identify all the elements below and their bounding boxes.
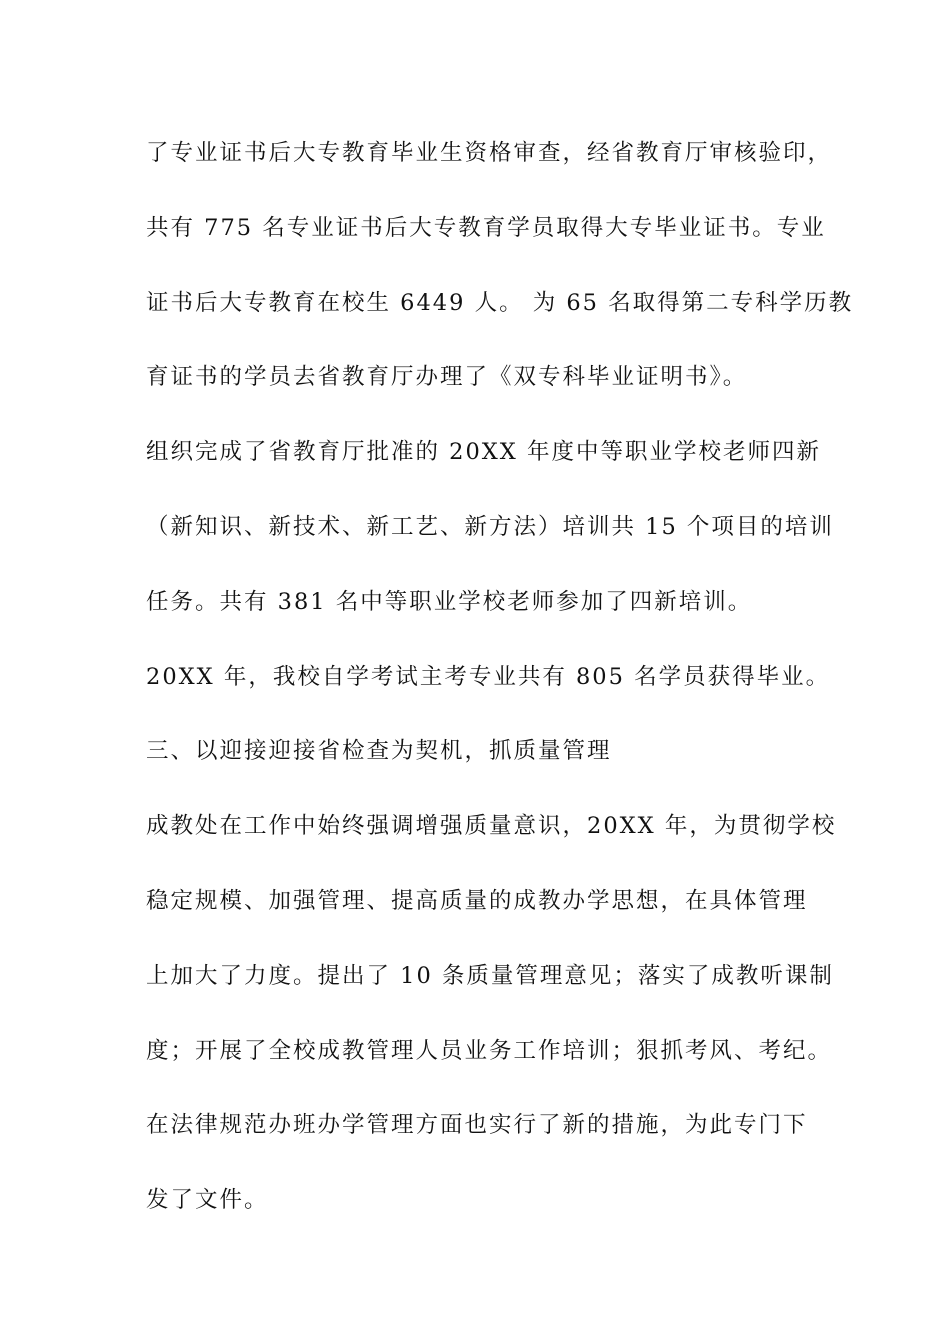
text-line: 证书后大专教育在校生 6449 人。 为 65 名取得第二专科学历教 <box>146 289 854 316</box>
text-line: 组织完成了省教育厅批准的 20XX 年度中等职业学校老师四新 <box>146 439 821 466</box>
text-line: 发了文件。 <box>146 1187 269 1214</box>
section-heading: 三、以迎接迎接省检查为契机，抓质量管理 <box>146 738 612 765</box>
text-line: 度；开展了全校成教管理人员业务工作培训；狠抓考风、考纪。 <box>146 1037 833 1064</box>
text-line: （新知识、新技术、新工艺、新方法）培训共 15 个项目的培训 <box>146 513 834 540</box>
text-line: 20XX 年，我校自学考试主考专业共有 805 名学员获得毕业。 <box>146 663 831 690</box>
text-line: 育证书的学员去省教育厅办理了《双专科毕业证明书》。 <box>146 364 748 391</box>
text-line: 任务。共有 381 名中等职业学校老师参加了四新培训。 <box>146 588 753 615</box>
text-line: 共有 775 名专业证书后大专教育学员取得大专毕业证书。专业 <box>146 214 826 241</box>
text-line: 了专业证书后大专教育毕业生资格审查，经省教育厅审核验印， <box>146 140 833 166</box>
text-line: 稳定规模、加强管理、提高质量的成教办学思想，在具体管理 <box>146 887 808 914</box>
text-line: 上加大了力度。提出了 10 条质量管理意见；落实了成教听课制 <box>146 962 834 989</box>
text-line: 在法律规范办班办学管理方面也实行了新的措施，为此专门下 <box>146 1112 808 1139</box>
text-line: 成教处在工作中始终强调增强质量意识，20XX 年，为贯彻学校 <box>146 813 837 840</box>
document-body <box>146 130 854 1252</box>
